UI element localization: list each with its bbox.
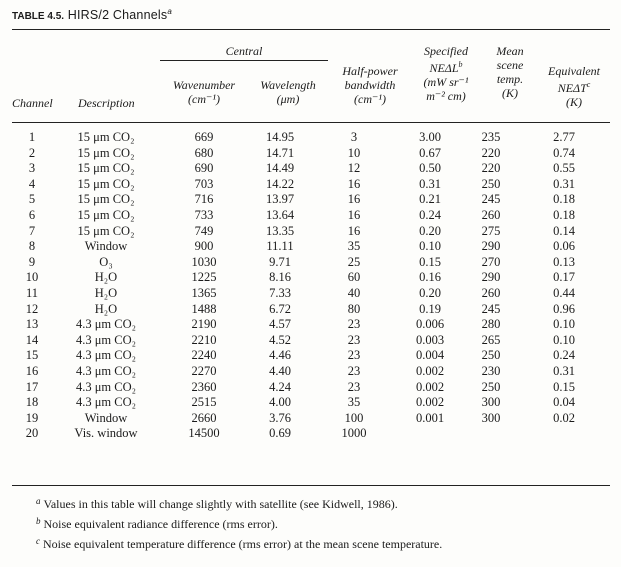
cell-equivalent-nedt: 0.10: [553, 317, 575, 332]
cell-channel: 3: [28, 161, 36, 176]
cell-wavenumber: 1030: [191, 254, 217, 269]
cell-mean-scene-temp: 270: [481, 254, 501, 269]
cell-equivalent-nedt: 0.18: [553, 192, 575, 207]
header-halfpower-line2: bandwidth: [344, 78, 396, 92]
cell-description: 15 μm CO₂: [77, 161, 135, 176]
cell-wavelength: 4.57: [269, 317, 291, 332]
footnote-b-marker: b: [36, 516, 41, 526]
cell-specified-nedl: [396, 426, 464, 442]
bottom-rule: [12, 485, 610, 486]
cell-description: Window: [84, 239, 128, 254]
header-wavelength-label: Wavelength: [260, 78, 316, 92]
cell-wavelength: 14.71: [265, 145, 295, 160]
cell-wavelength: 3.76: [269, 410, 291, 425]
cell-wavelength: 13.35: [265, 223, 295, 238]
cell-mean-scene-temp: 260: [481, 207, 501, 222]
cell-halfpower-bandwidth: 1000: [341, 426, 367, 441]
cell-channel: 2: [28, 145, 36, 160]
header-specified-line3: (mW sr⁻¹: [423, 75, 469, 89]
cell-specified-nedl: 0.15: [419, 254, 441, 269]
cell-specified-nedl: 0.003: [415, 332, 445, 347]
cell-mean-scene-temp: 220: [481, 161, 501, 176]
header-mean-line2: scene: [496, 58, 524, 72]
cell-description: 4.3 μm CO₂: [75, 395, 137, 410]
cell-halfpower-bandwidth: 100: [344, 410, 364, 425]
cell-mean-scene-temp: 300: [481, 410, 501, 425]
cell-wavelength: 14.22: [265, 176, 295, 191]
cell-halfpower-bandwidth: 3: [350, 130, 358, 144]
header-mean-line1: Mean: [496, 44, 524, 58]
cell-channel: 12: [25, 301, 39, 316]
table-row: [12, 239, 610, 255]
header-description: Description: [78, 96, 135, 110]
cell-specified-nedl: 0.19: [419, 301, 441, 316]
cell-mean-scene-temp: 230: [481, 363, 501, 378]
header-mean: [484, 44, 536, 100]
cell-channel: 7: [28, 223, 36, 238]
cell-specified-nedl: 0.20: [419, 223, 441, 238]
cell-equivalent-nedt: 0.24: [553, 348, 575, 363]
cell-specified-nedl: 0.21: [419, 192, 441, 207]
header-central: Central: [225, 44, 263, 58]
cell-mean-scene-temp: 300: [481, 395, 501, 410]
header-mean-unit: (K): [502, 86, 518, 100]
cell-description: 4.3 μm CO₂: [75, 363, 137, 378]
cell-description: H₂O: [94, 270, 118, 285]
footnote-c-text: Noise equivalent temperature difference (rms error) at the mean scene temperature.: [43, 537, 443, 551]
cell-description: Vis. window: [74, 426, 138, 441]
cell-channel: 10: [25, 270, 39, 285]
table-name: HIRS/2 Channels: [67, 8, 168, 23]
cell-specified-nedl: 0.50: [419, 161, 441, 176]
cell-channel: 18: [25, 395, 39, 410]
cell-equivalent-nedt: 0.04: [553, 395, 575, 410]
cell-wavelength: 4.52: [269, 332, 291, 347]
table-body: [12, 130, 610, 442]
header-specified-marker: b: [458, 60, 463, 69]
table-title: [12, 7, 172, 22]
cell-wavelength: 0.69: [269, 426, 291, 441]
cell-specified-nedl: 0.002: [415, 395, 445, 410]
cell-specified-nedl: 3.00: [419, 130, 441, 144]
header-equivalent-line1: Equivalent: [548, 64, 600, 78]
cell-specified-nedl: 0.002: [415, 363, 445, 378]
cell-mean-scene-temp: 290: [481, 239, 501, 254]
cell-halfpower-bandwidth: 12: [347, 161, 361, 176]
cell-mean-scene-temp: 280: [481, 317, 501, 332]
cell-equivalent-nedt: 0.13: [553, 254, 575, 269]
header-rule: [12, 122, 610, 123]
cell-wavenumber: 14500: [188, 426, 220, 441]
cell-wavenumber: 690: [194, 161, 214, 176]
cell-equivalent-nedt: 0.18: [553, 207, 575, 222]
table-row: [12, 348, 610, 364]
cell-channel: 17: [25, 379, 39, 394]
cell-mean-scene-temp: 265: [481, 332, 501, 347]
table-row: [12, 177, 610, 193]
cell-wavenumber: 2190: [191, 317, 217, 332]
cell-specified-nedl: 0.004: [415, 348, 445, 363]
cell-specified-nedl: 0.20: [419, 285, 441, 300]
table-row: [12, 130, 610, 146]
cell-wavenumber: 2210: [191, 332, 217, 347]
cell-mean-scene-temp: 275: [481, 223, 501, 238]
cell-wavenumber: 2240: [191, 348, 217, 363]
cell-description: 15 μm CO₂: [77, 207, 135, 222]
cell-description: O₃: [99, 254, 113, 269]
header-halfpower: [330, 64, 410, 106]
cell-mean-scene-temp: 250: [481, 348, 501, 363]
header-halfpower-unit: (cm⁻¹): [354, 92, 386, 106]
cell-equivalent-nedt: 0.14: [553, 223, 575, 238]
cell-wavelength: 13.97: [265, 192, 295, 207]
cell-description: Window: [84, 410, 128, 425]
cell-mean-scene-temp: 235: [481, 130, 501, 144]
cell-channel: 8: [28, 239, 36, 254]
header-mean-line3: temp.: [496, 72, 524, 86]
header-specified: [408, 44, 484, 103]
cell-wavelength: 4.00: [269, 395, 291, 410]
cell-wavenumber: 716: [194, 192, 214, 207]
cell-description: 4.3 μm CO₂: [75, 379, 137, 394]
cell-channel: 11: [25, 285, 39, 300]
cell-mean-scene-temp: 290: [481, 270, 501, 285]
table-row: [12, 270, 610, 286]
cell-halfpower-bandwidth: 16: [347, 192, 361, 207]
footnote-c: [36, 533, 611, 553]
cell-wavelength: 14.95: [265, 130, 295, 144]
top-rule: [12, 29, 610, 30]
cell-equivalent-nedt: 0.06: [553, 239, 575, 254]
cell-wavenumber: 2515: [191, 395, 217, 410]
cell-wavelength: 8.16: [269, 270, 291, 285]
cell-specified-nedl: 0.001: [415, 410, 445, 425]
header-channel: Channel: [12, 96, 53, 110]
table-row: [12, 302, 610, 318]
cell-wavenumber: 2660: [191, 410, 217, 425]
table-number: TABLE 4.5.: [12, 11, 65, 23]
cell-description: 15 μm CO₂: [77, 223, 135, 238]
table-row: [12, 161, 610, 177]
cell-description: H₂O: [94, 301, 118, 316]
cell-wavelength: 4.46: [269, 348, 291, 363]
cell-equivalent-nedt: 0.55: [553, 161, 575, 176]
cell-mean-scene-temp: 245: [481, 192, 501, 207]
cell-specified-nedl: 0.006: [415, 317, 445, 332]
cell-specified-nedl: 0.16: [419, 270, 441, 285]
cell-wavenumber: 733: [194, 207, 214, 222]
table-row: [12, 364, 610, 380]
cell-specified-nedl: 0.10: [419, 239, 441, 254]
cell-halfpower-bandwidth: 23: [347, 317, 361, 332]
cell-equivalent-nedt: 0.15: [553, 379, 575, 394]
footnote-b: [36, 513, 611, 533]
cell-wavelength: 14.49: [265, 161, 295, 176]
cell-specified-nedl: 0.24: [419, 207, 441, 222]
cell-channel: 20: [25, 426, 39, 441]
table-row: [12, 395, 610, 411]
header-wavenumber-unit: (cm⁻¹): [188, 92, 220, 106]
table-row: [12, 426, 610, 442]
table-row: [12, 224, 610, 240]
footnote-a: [36, 493, 611, 513]
header-specified-line2: NEΔL: [429, 61, 459, 75]
cell-equivalent-nedt: 0.74: [553, 145, 575, 160]
cell-mean-scene-temp: 220: [481, 145, 501, 160]
cell-equivalent-nedt: 0.10: [553, 332, 575, 347]
cell-wavenumber: 1225: [191, 270, 217, 285]
table-row: [12, 411, 610, 427]
cell-halfpower-bandwidth: 80: [347, 301, 361, 316]
cell-description: 15 μm CO₂: [77, 130, 135, 144]
header-equivalent: [534, 64, 614, 109]
cell-specified-nedl: 0.002: [415, 379, 445, 394]
cell-halfpower-bandwidth: 35: [347, 239, 361, 254]
cell-equivalent-nedt: 0.31: [553, 176, 575, 191]
cell-halfpower-bandwidth: 60: [347, 270, 361, 285]
cell-wavelength: 9.71: [269, 254, 291, 269]
cell-equivalent-nedt: 0.96: [553, 301, 575, 316]
cell-channel: 1: [28, 130, 36, 144]
cell-wavenumber: 749: [194, 223, 214, 238]
header-equivalent-marker: c: [586, 80, 591, 89]
table-row: [12, 286, 610, 302]
table-row: [12, 208, 610, 224]
cell-description: 15 μm CO₂: [77, 145, 135, 160]
cell-specified-nedl: 0.67: [419, 145, 441, 160]
header-specified-line4: m⁻² cm): [426, 89, 466, 103]
header-specified-line1: Specified: [424, 44, 468, 58]
table-row: [12, 317, 610, 333]
cell-equivalent-nedt: 2.77: [553, 130, 575, 144]
cell-wavenumber: 1488: [191, 301, 217, 316]
cell-channel: 14: [25, 332, 39, 347]
cell-wavelength: 4.40: [269, 363, 291, 378]
cell-halfpower-bandwidth: 40: [347, 285, 361, 300]
cell-halfpower-bandwidth: 23: [347, 363, 361, 378]
channels-table: [12, 130, 610, 442]
cell-equivalent-nedt: 0.02: [553, 410, 575, 425]
cell-wavelength: 11.11: [266, 239, 294, 254]
cell-halfpower-bandwidth: 23: [347, 379, 361, 394]
cell-specified-nedl: 0.31: [419, 176, 441, 191]
cell-wavenumber: 1365: [191, 285, 217, 300]
footnote-a-marker: a: [36, 496, 41, 506]
cell-mean-scene-temp: 250: [481, 176, 501, 191]
cell-channel: 19: [25, 410, 39, 425]
cell-equivalent-nedt: 0.31: [553, 363, 575, 378]
cell-halfpower-bandwidth: 16: [347, 223, 361, 238]
cell-channel: 5: [28, 192, 36, 207]
cell-wavenumber: 2360: [191, 379, 217, 394]
cell-channel: 4: [28, 176, 36, 191]
cell-wavelength: 13.64: [265, 207, 295, 222]
header-halfpower-line1: Half-power: [342, 64, 398, 78]
cell-channel: 16: [25, 363, 39, 378]
header-wavenumber: [160, 78, 248, 106]
footnote-a-text: Values in this table will change slightly with satellite (see Kidwell, 1986).: [43, 497, 398, 511]
cell-wavenumber: 680: [194, 145, 214, 160]
cell-wavenumber: 2270: [191, 363, 217, 378]
cell-halfpower-bandwidth: 25: [347, 254, 361, 269]
table-row: [12, 380, 610, 396]
table-row: [12, 146, 610, 162]
cell-halfpower-bandwidth: 35: [347, 395, 361, 410]
footnotes: [36, 493, 611, 553]
cell-halfpower-bandwidth: 23: [347, 332, 361, 347]
cell-equivalent-nedt: 0.44: [553, 285, 575, 300]
cell-halfpower-bandwidth: 16: [347, 176, 361, 191]
header-wavenumber-label: Wavenumber: [172, 78, 236, 92]
header-equivalent-line2: NEΔT: [557, 81, 587, 95]
cell-equivalent-nedt: [518, 426, 610, 442]
cell-mean-scene-temp: 250: [481, 379, 501, 394]
table-row: [12, 192, 610, 208]
header-wavelength: [248, 78, 328, 106]
cell-mean-scene-temp: 245: [481, 301, 501, 316]
cell-channel: 6: [28, 207, 36, 222]
cell-wavenumber: 703: [194, 176, 214, 191]
cell-channel: 13: [25, 317, 39, 332]
footnote-b-text: Noise equivalent radiance difference (rms error).: [43, 517, 278, 531]
table-row: [12, 255, 610, 271]
cell-equivalent-nedt: 0.17: [553, 270, 575, 285]
footnote-c-marker: c: [36, 536, 40, 546]
cell-halfpower-bandwidth: 16: [347, 207, 361, 222]
table-row: [12, 333, 610, 349]
cell-halfpower-bandwidth: 23: [347, 348, 361, 363]
cell-wavelength: 6.72: [269, 301, 291, 316]
cell-channel: 9: [28, 254, 36, 269]
cell-description: 4.3 μm CO₂: [75, 348, 137, 363]
cell-mean-scene-temp: 260: [481, 285, 501, 300]
table-name-marker: a: [167, 7, 172, 16]
header-equivalent-unit: (K): [566, 95, 582, 109]
cell-wavenumber: 669: [194, 130, 214, 144]
cell-wavenumber: 900: [194, 239, 214, 254]
cell-mean-scene-temp: [464, 426, 518, 442]
cell-channel: 15: [25, 348, 39, 363]
header-wavelength-unit: (μm): [276, 92, 300, 106]
cell-wavelength: 4.24: [269, 379, 291, 394]
cell-description: 15 μm CO₂: [77, 192, 135, 207]
cell-wavelength: 7.33: [269, 285, 291, 300]
cell-description: 4.3 μm CO₂: [75, 332, 137, 347]
cell-halfpower-bandwidth: 10: [347, 145, 361, 160]
cell-description: 15 μm CO₂: [77, 176, 135, 191]
cell-description: H₂O: [94, 285, 118, 300]
central-rule: [160, 60, 328, 61]
cell-description: 4.3 μm CO₂: [75, 317, 137, 332]
